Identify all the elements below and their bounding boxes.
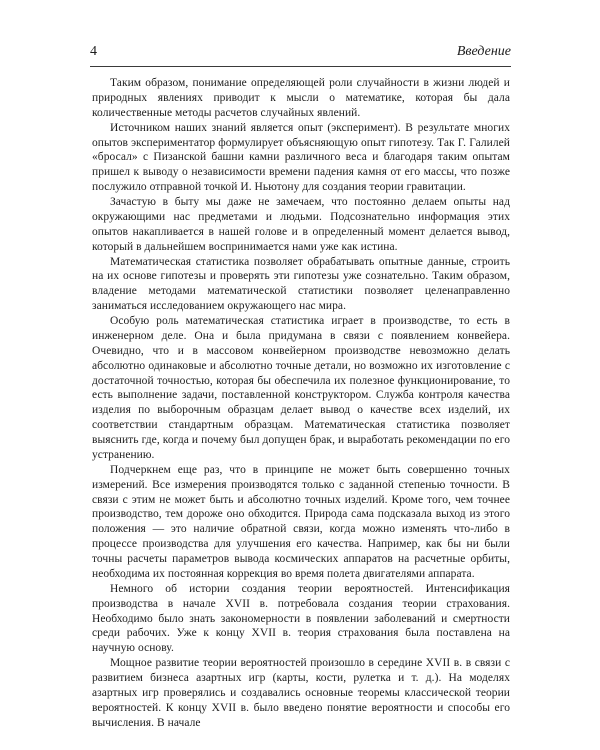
page-number: 4 <box>90 44 97 59</box>
running-head <box>90 44 511 64</box>
header-rule <box>90 66 511 67</box>
paragraph: Особую роль математическая статистика играет в производстве, то есть в инженерном деле. Она и была придумана в связи с появлением конвейера. Очевидно, что и в массовом конвейерном производстве невозможно делать абсолютно одинаковые и абсолютно точные детали, но возможно их изготовление с достаточной точностью, которая бы обеспечила их полезное функционирование, то есть выполнение задачи, поставленной конструктором. Служба контроля качества изделия по выборочным образцам делает вывод о качестве всех изделий, их соответствии стандартным образцам. Математическая статистика позволяет выяснить где, когда и почему был допущен брак, и выработать рекомендации по его устранению. <box>92 315 510 461</box>
paragraph: Источником наших знаний является опыт (эксперимент). В результате многих опытов экспериментатор формулирует объясняющую опыт гипотезу. Так Г. Галилей «бросал» с Пизанской башни камни различного веса и благодаря таким опытам пришел к выводу о независимости времени падения камня от его массы, что позже послужило отправной точкой И. Ньютону для создания теории гравитации. <box>92 121 510 194</box>
paragraph: Подчеркнем еще раз, что в принципе не может быть совершенно точных измерений. Все измерения производятся только с заданной степенью точности. В связи с этим не может быть и абсолютно точных изделий. Кроме того, чем точнее производство, тем дороже оно обходится. Природа сама подсказала выход из этого положения — это наличие обратной связи, когда можно изменять что-либо в процессе производства для улучшения его качества. Например, как бы ни были точны расчеты параметров вывода космических аппаратов на расчетные орбиты, необходима их постоянная коррекция во время полета двигателями аппарата. <box>92 463 510 580</box>
paragraph: Математическая статистика позволяет обрабатывать опытные данные, строить на их основе гипотезы и проверять эти гипотезы уже сознательно. Таким образом, владение методами математической статистики позволяет целенаправленно заниматься исследованием окружающего нас мира. <box>92 255 510 313</box>
section-title: Введение <box>456 44 511 59</box>
paragraph: Мощное развитие теории вероятностей произошло в середине XVII в. в связи с развитием бизнеса азартных игр (карты, кости, рулетка и т. д.). На моделях азартных игр проверялись и создавались основные теоремы классической теории вероятностей. К концу XVII в. было введено понятие вероятности и способы его вычисления. В начале <box>92 657 510 729</box>
paragraph: Зачастую в быту мы даже не замечаем, что постоянно делаем опыты над окружающими нас предметами и людьми. Подсознательно информация этих опытов накапливается в нашей голове и в определенный момент делается вывод, который в дальнейшем воспринимается нами уже как истина. <box>92 196 510 253</box>
body-text <box>92 76 510 731</box>
paragraph: Немного об истории создания теории вероятностей. Интенсификация производства в начале XVII в. потребовала создания теории страхования. Необходимо было знать закономерности в появлении заболеваний и смертности среди рабочих. Уже к концу XVII в. теория страхования была поставлена на научную основу. <box>92 582 510 655</box>
paragraph: Таким образом, понимание определяющей роли случайности в жизни людей и природных явлениях приводит к мысли о математике, которая бы дала количественные методы расчетов случайных явлений. <box>92 77 510 119</box>
